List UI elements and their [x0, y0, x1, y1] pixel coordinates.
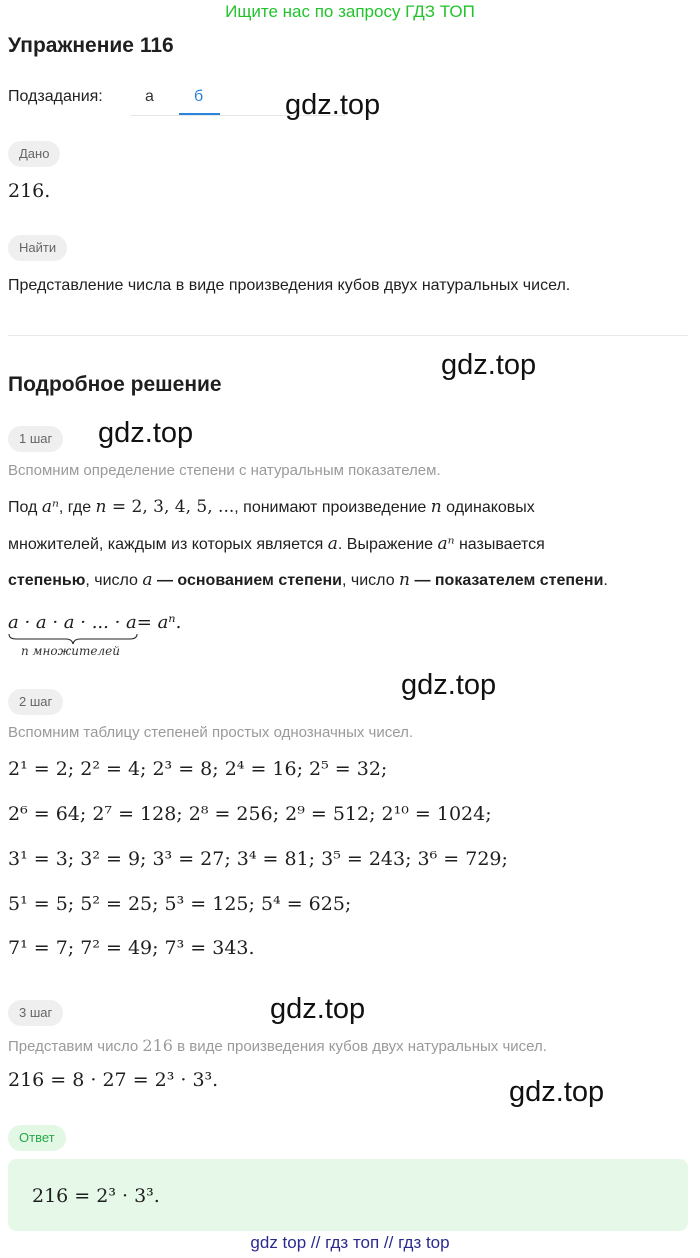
- subtasks-label: Подзадания:: [8, 88, 103, 105]
- power-definition-formula: [8, 612, 181, 633]
- section-divider: [8, 335, 688, 336]
- given-chip: Дано: [8, 141, 60, 167]
- exercise-title: Упражнение 116: [8, 34, 174, 57]
- find-chip: Найти: [8, 235, 67, 261]
- step-3-equation: 216 = 8 · 27 = 2³ · 3³.: [8, 1069, 219, 1091]
- search-banner: Ищите нас по запросу ГДЗ ТОП: [225, 2, 475, 21]
- powers-of-3-line: 3¹ = 3; 3² = 9; 3³ = 27; 3⁴ = 81; 3⁵ = 243; 3⁶ = 729;: [8, 848, 508, 870]
- powers-of-2-line-1: 2¹ = 2; 2² = 4; 2³ = 8; 2⁴ = 16; 2⁵ = 32;: [8, 758, 388, 780]
- step-2-chip: 2 шаг: [8, 689, 63, 715]
- watermark: gdz.top: [401, 669, 497, 701]
- formula-result: = aⁿ.: [136, 612, 182, 633]
- powers-of-7-line: 7¹ = 7; 7² = 49; 7³ = 343.: [8, 937, 255, 959]
- active-tab-indicator: [179, 113, 220, 115]
- step-1-chip: 1 шаг: [8, 426, 63, 452]
- powers-of-2-line-2: 2⁶ = 64; 2⁷ = 128; 2⁸ = 256; 2⁹ = 512; 2¹⁰ = 1024;: [8, 803, 492, 825]
- powers-of-5-line: 5¹ = 5; 5² = 25; 5³ = 125; 5⁴ = 625;: [8, 893, 352, 915]
- watermark: gdz.top: [98, 417, 194, 449]
- step-3-chip: 3 шаг: [8, 1000, 63, 1026]
- step-1-intro: Вспомним определение степени с натуральным показателем.: [8, 462, 441, 479]
- given-value: 216.: [8, 180, 51, 202]
- footer-links[interactable]: gdz top // гдз топ // гдз top: [250, 1233, 450, 1252]
- subtask-tab-a[interactable]: а: [145, 88, 154, 105]
- watermark: gdz.top: [509, 1076, 605, 1108]
- formula-product: a · a · a · ... · a: [8, 612, 137, 633]
- answer-value: 216 = 2³ · 3³.: [32, 1185, 160, 1207]
- definition-line-3: степенью, число a — основанием степени, число n — показателем степени.: [8, 570, 608, 590]
- definition-line-2: множителей, каждым из которых является a. Выражение aⁿ называется: [8, 534, 545, 554]
- watermark: gdz.top: [270, 993, 366, 1025]
- answer-chip: Ответ: [8, 1125, 66, 1151]
- definition-line-1: Под aⁿ, где n = 2, 3, 4, 5, ..., понимают произведение n одинаковых: [8, 497, 535, 517]
- brace-label: n множителей: [21, 644, 120, 658]
- watermark: gdz.top: [441, 349, 537, 381]
- find-text: Представление числа в виде произведения кубов двух натуральных чисел.: [8, 277, 571, 294]
- subtask-tab-b[interactable]: б: [194, 88, 204, 105]
- step-2-intro: Вспомним таблицу степеней простых однозначных чисел.: [8, 724, 413, 741]
- step-3-intro: Представим число 216 в виде произведения кубов двух натуральных чисел.: [8, 1036, 547, 1055]
- watermark: gdz.top: [285, 89, 381, 121]
- solution-heading: Подробное решение: [8, 373, 222, 396]
